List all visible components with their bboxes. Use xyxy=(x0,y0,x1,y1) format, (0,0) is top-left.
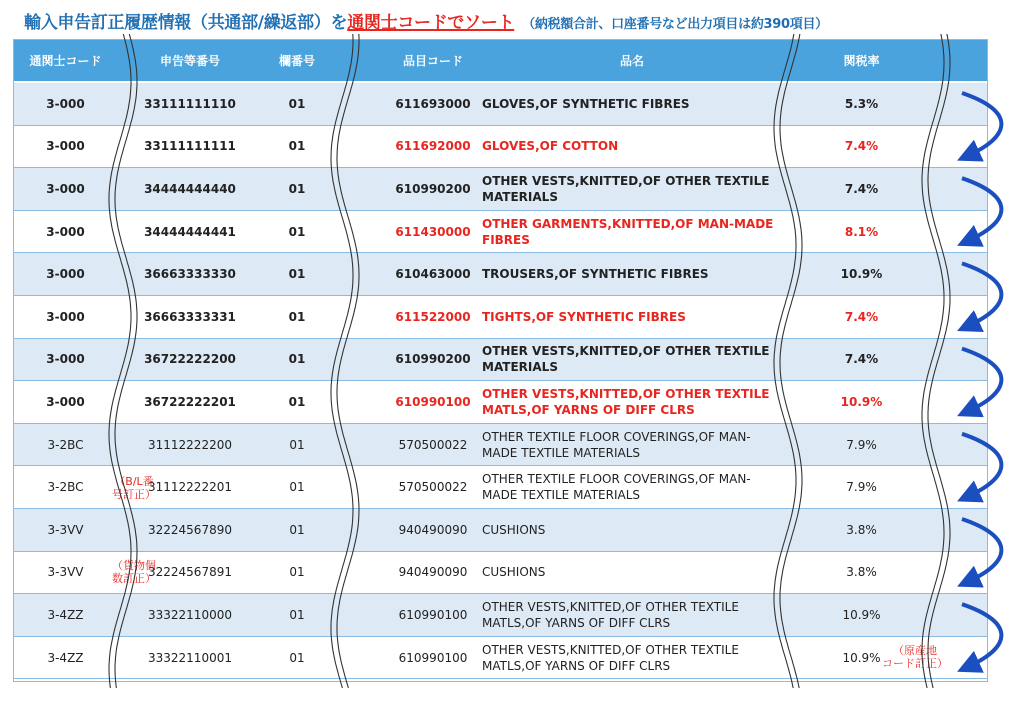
cell-declaration-number: 36722222200 xyxy=(144,352,236,367)
table-row xyxy=(14,296,987,339)
cell-declaration-number: 31112222201 xyxy=(148,480,232,495)
cell-declaration-number: 36663333331 xyxy=(144,309,236,324)
annotation-bl-number-correction: （B/L番 号訂正） xyxy=(112,475,156,501)
cell-broker-code: 3-4ZZ xyxy=(47,650,84,665)
cell-column-number: 01 xyxy=(288,309,306,324)
cell-item-name: CUSHIONS xyxy=(482,565,546,580)
cell-broker-code: 3-000 xyxy=(46,181,85,196)
cell-declaration-number: 32224567890 xyxy=(148,522,232,537)
table-row xyxy=(14,637,987,680)
cell-broker-code: 3-2BC xyxy=(47,437,84,452)
cell-item-name: OTHER VESTS,KNITTED,OF OTHER TEXTILE MATERIALS xyxy=(482,173,770,204)
cell-item-code: 610990100 xyxy=(395,394,471,409)
cell-column-number: 01 xyxy=(288,394,306,409)
cell-column-number: 01 xyxy=(288,96,306,111)
cell-tariff-rate: 10.9% xyxy=(842,650,881,665)
cell-item-name: OTHER VESTS,KNITTED,OF OTHER TEXTILE MATLS,OF YARNS OF DIFF CLRS xyxy=(482,599,739,630)
cell-column-number: 01 xyxy=(288,224,306,239)
cell-item-name: OTHER VESTS,KNITTED,OF OTHER TEXTILE MATLS,OF YARNS OF DIFF CLRS xyxy=(482,642,739,673)
table-row xyxy=(14,466,987,509)
cell-tariff-rate: 7.4% xyxy=(844,139,879,154)
cell-item-name: OTHER VESTS,KNITTED,OF OTHER TEXTILE MATERIALS xyxy=(482,344,770,375)
annotation-origin-code-correction: （原産地 コード訂正） xyxy=(882,644,948,670)
cell-column-number: 01 xyxy=(288,267,306,282)
cell-tariff-rate: 7.9% xyxy=(846,480,877,495)
cell-item-code: 610990200 xyxy=(395,181,471,196)
cell-item-code: 940490090 xyxy=(398,522,468,537)
table-row xyxy=(14,594,987,637)
header-declaration-number: 申告等番号 xyxy=(159,53,220,68)
cell-item-code: 610990100 xyxy=(398,607,468,622)
cell-broker-code: 3-4ZZ xyxy=(47,607,84,622)
cell-item-name: OTHER GARMENTS,KNITTED,OF MAN-MADE FIBRES xyxy=(482,216,774,247)
cell-tariff-rate: 3.8% xyxy=(846,565,877,580)
cell-item-name: OTHER TEXTILE FLOOR COVERINGS,OF MAN-MADE TEXTILE MATERIALS xyxy=(482,429,751,460)
cell-declaration-number: 31112222200 xyxy=(148,437,232,452)
cell-declaration-number: 32224567891 xyxy=(148,565,232,580)
cell-tariff-rate: 10.9% xyxy=(840,267,883,282)
cell-tariff-rate: 10.9% xyxy=(840,394,883,409)
table-header-row xyxy=(14,40,987,83)
cell-item-code: 610990200 xyxy=(395,352,471,367)
cell-item-code: 610463000 xyxy=(395,267,471,282)
table-row xyxy=(14,424,987,467)
table-row xyxy=(14,211,987,254)
cell-broker-code: 3-000 xyxy=(46,224,85,239)
cell-item-code: 611692000 xyxy=(395,139,471,154)
table-row xyxy=(14,339,987,382)
cell-item-code: 610990100 xyxy=(398,650,468,665)
title-main: 輸入申告訂正履歴情報（共通部/繰返部）を xyxy=(24,13,348,33)
table-row xyxy=(14,168,987,211)
page-title xyxy=(24,8,828,36)
table-row xyxy=(14,509,987,552)
table-row xyxy=(14,83,987,126)
cell-broker-code: 3-000 xyxy=(46,394,85,409)
cell-item-code: 570500022 xyxy=(398,437,468,452)
cell-broker-code: 3-2BC xyxy=(47,480,84,495)
cell-item-code: 611430000 xyxy=(395,224,471,239)
cell-tariff-rate: 7.4% xyxy=(844,181,879,196)
cell-declaration-number: 36663333330 xyxy=(144,267,236,282)
cell-broker-code: 3-000 xyxy=(46,96,85,111)
cell-item-name: TROUSERS,OF SYNTHETIC FIBRES xyxy=(482,267,709,282)
cell-declaration-number: 36722222201 xyxy=(144,394,236,409)
cell-tariff-rate: 5.3% xyxy=(844,96,879,111)
cell-column-number: 01 xyxy=(288,139,306,154)
cell-item-name: OTHER TEXTILE FLOOR COVERINGS,OF MAN-MADE TEXTILE MATERIALS xyxy=(482,472,751,503)
cell-broker-code: 3-000 xyxy=(46,267,85,282)
cell-item-name: OTHER VESTS,KNITTED,OF OTHER TEXTILE MATLS,OF YARNS OF DIFF CLRS xyxy=(482,386,770,417)
cell-broker-code: 3-000 xyxy=(46,139,85,154)
cell-item-name: GLOVES,OF COTTON xyxy=(482,139,619,154)
cell-broker-code: 3-000 xyxy=(46,309,85,324)
cell-tariff-rate: 7.4% xyxy=(844,309,879,324)
cell-item-code: 570500022 xyxy=(398,480,468,495)
header-item-code: 品目コード xyxy=(402,53,463,68)
cell-broker-code: 3-3VV xyxy=(47,565,84,580)
cell-broker-code: 3-000 xyxy=(46,352,85,367)
correction-history-table xyxy=(13,39,988,682)
cell-tariff-rate: 8.1% xyxy=(844,224,879,239)
cell-item-code: 611522000 xyxy=(395,309,471,324)
title-note: （納税額合計、口座番号など出力項目は約390項目） xyxy=(522,17,828,32)
cell-declaration-number: 33322110000 xyxy=(148,607,232,622)
cell-tariff-rate: 3.8% xyxy=(846,522,877,537)
title-highlight: 通関士コードでソート xyxy=(347,13,515,33)
table-row xyxy=(14,552,987,595)
cell-item-code: 940490090 xyxy=(398,565,468,580)
cell-column-number: 01 xyxy=(289,437,305,452)
cell-column-number: 01 xyxy=(289,607,305,622)
cell-declaration-number: 34444444441 xyxy=(144,224,236,239)
cell-column-number: 01 xyxy=(289,522,305,537)
cell-column-number: 01 xyxy=(289,565,305,580)
cell-item-code: 611693000 xyxy=(395,96,471,111)
cell-item-name: GLOVES,OF SYNTHETIC FIBRES xyxy=(482,96,690,111)
cell-declaration-number: 34444444440 xyxy=(144,181,236,196)
cell-declaration-number: 33111111110 xyxy=(144,96,236,111)
cell-tariff-rate: 7.9% xyxy=(846,437,877,452)
cell-tariff-rate: 7.4% xyxy=(844,352,879,367)
header-item-name: 品名 xyxy=(619,53,644,68)
cell-column-number: 01 xyxy=(288,352,306,367)
table-row xyxy=(14,381,987,424)
annotation-quantity-correction: （貨物個 数訂正） xyxy=(112,559,156,585)
cell-item-name: CUSHIONS xyxy=(482,522,546,537)
cell-column-number: 01 xyxy=(289,480,305,495)
table-row xyxy=(14,253,987,296)
cell-declaration-number: 33111111111 xyxy=(144,139,236,154)
header-tariff-rate: 関税率 xyxy=(843,53,880,68)
cell-tariff-rate: 10.9% xyxy=(842,607,881,622)
cell-column-number: 01 xyxy=(289,650,305,665)
cell-broker-code: 3-3VV xyxy=(47,522,84,537)
table-row xyxy=(14,126,987,169)
header-broker-code: 通関士コード xyxy=(29,53,102,68)
header-column-number: 欄番号 xyxy=(278,53,315,68)
cell-item-name: TIGHTS,OF SYNTHETIC FIBRES xyxy=(482,309,686,324)
cell-declaration-number: 33322110001 xyxy=(148,650,232,665)
cell-column-number: 01 xyxy=(288,181,306,196)
